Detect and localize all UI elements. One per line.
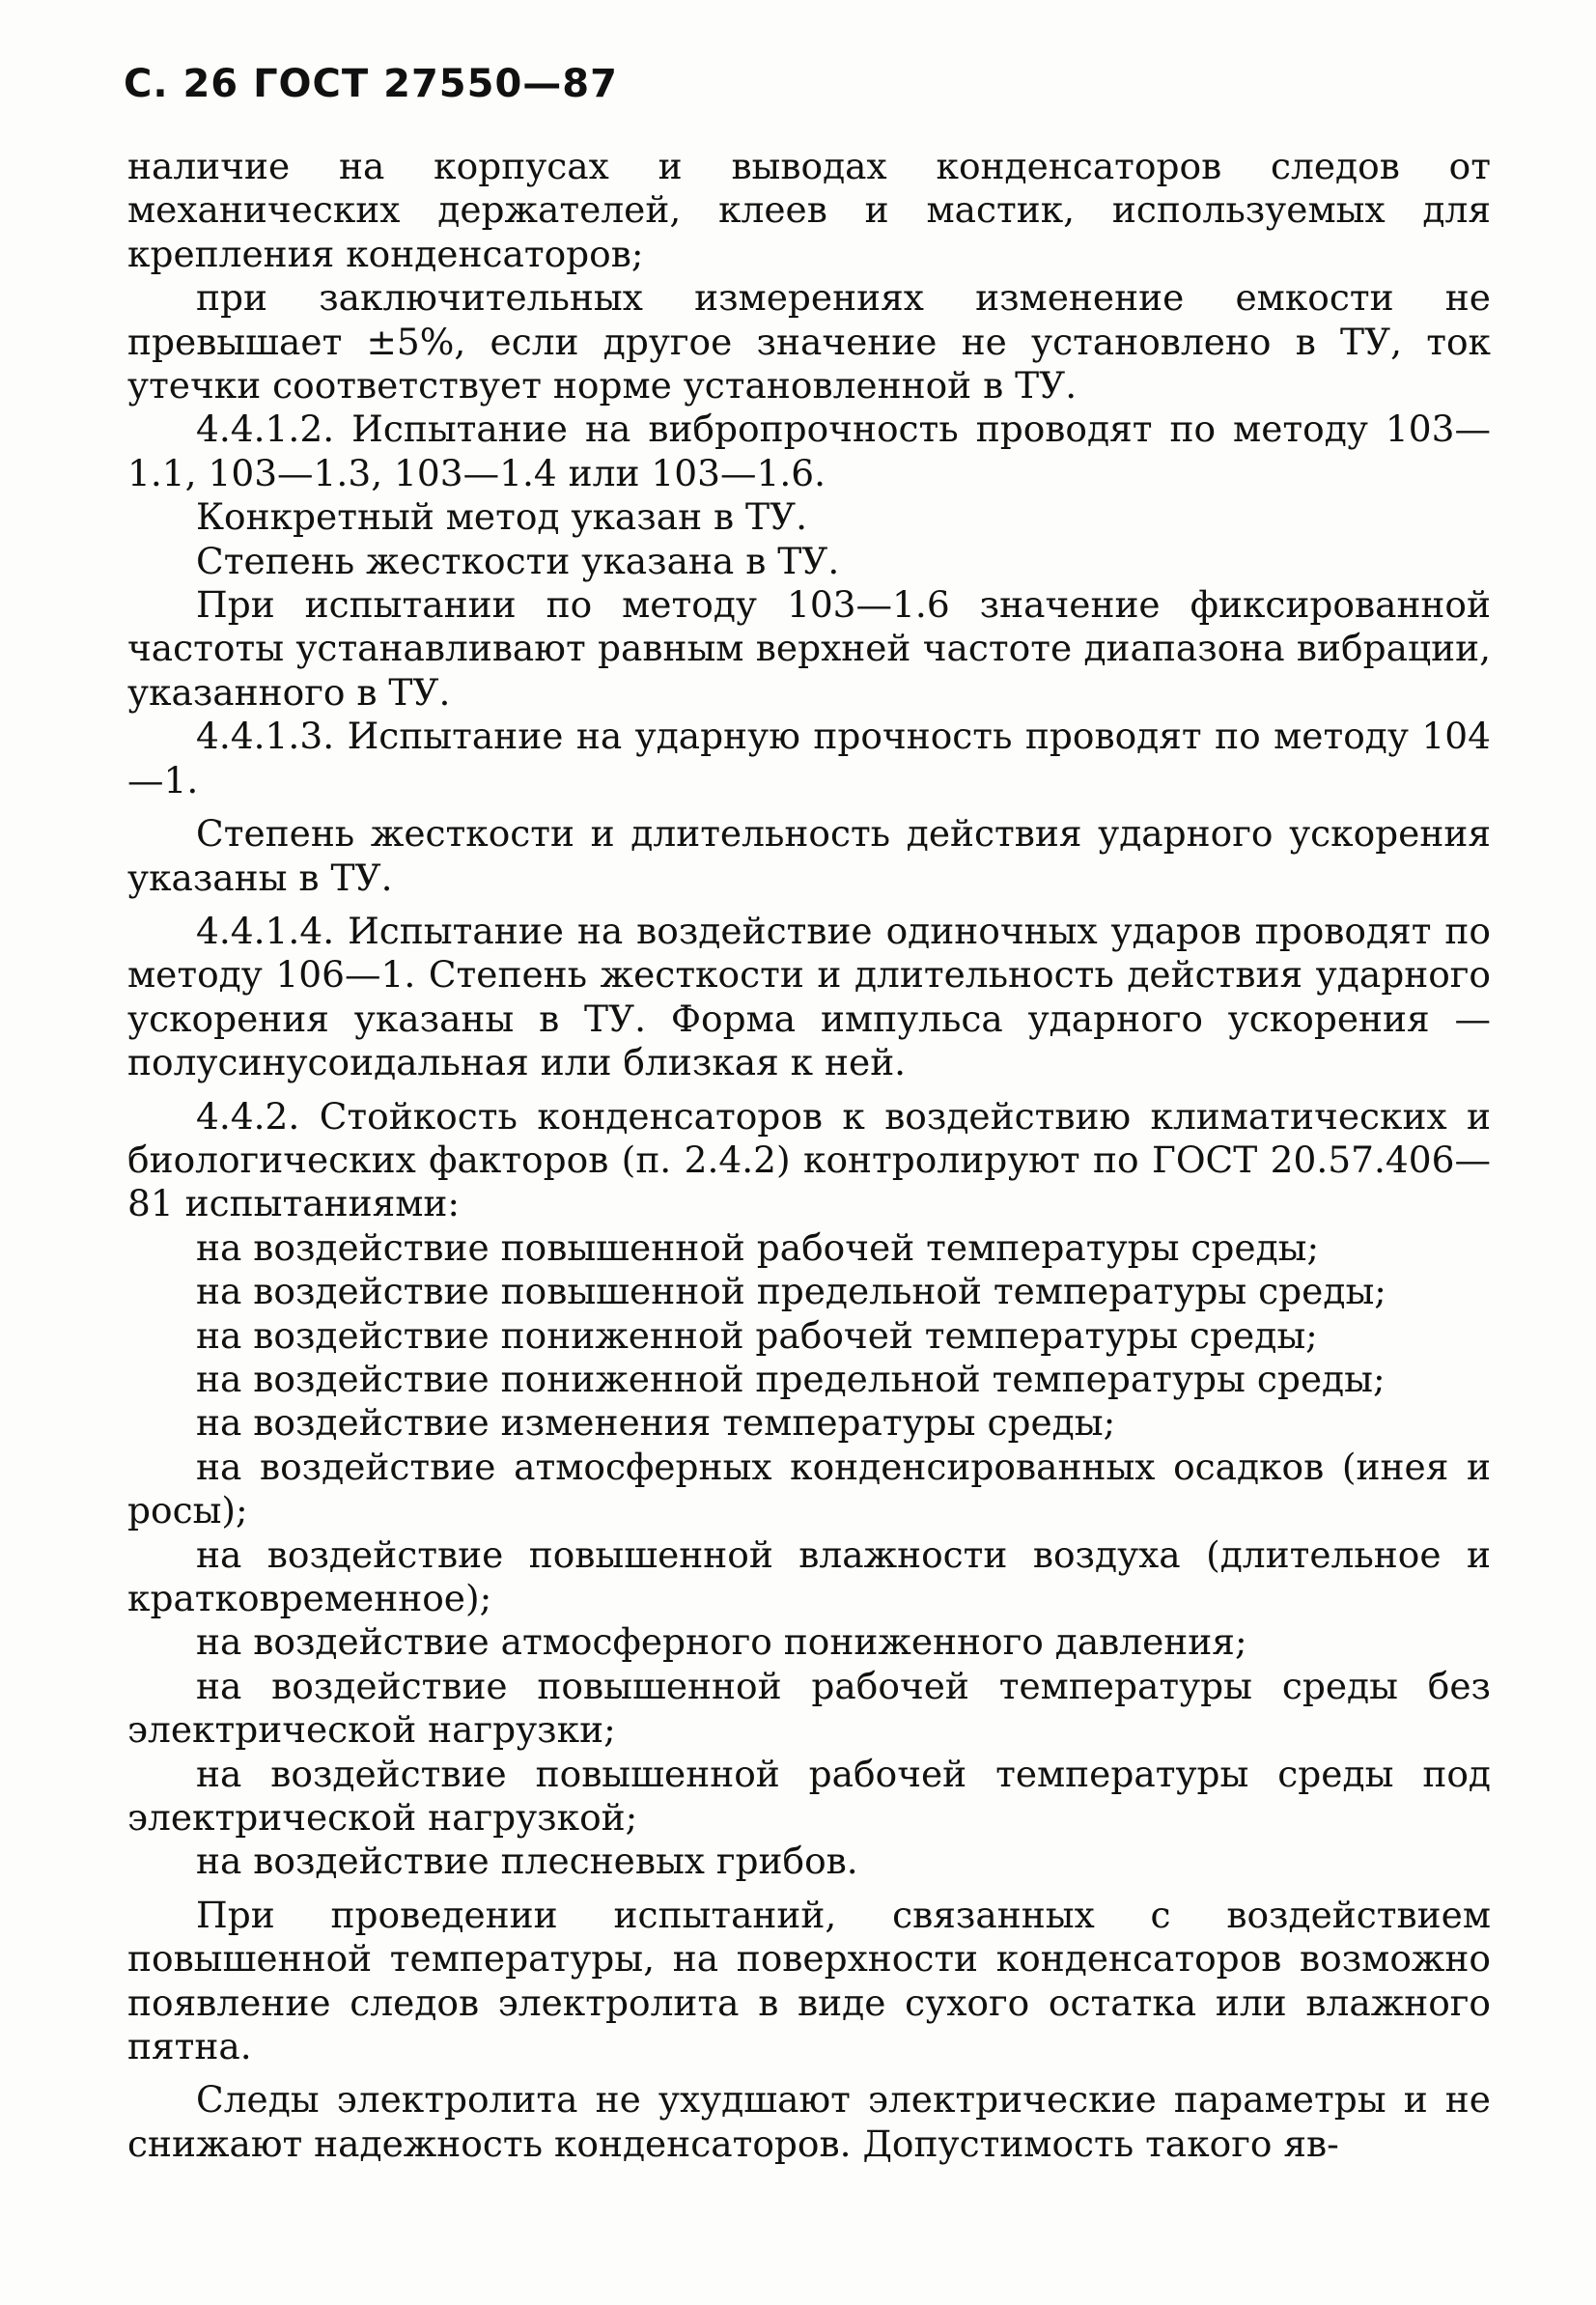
paragraph: Степень жесткости указана в ТУ.: [196, 539, 840, 582]
paragraph: Конкретный метод указан в ТУ.: [196, 495, 808, 539]
list-item: на воздействие атмосферного пониженного давления;: [196, 1620, 1247, 1664]
paragraph: 4.4.2. Стойкость конденсаторов к воздействию климатических и биологических факторов (п. 2.4.2) контролируют по ГОСТ 20.57.406—81 испытаниями:: [127, 1094, 1491, 1225]
paragraph: Степень жесткости и длительность действия ударного ускорения указаны в ТУ.: [127, 812, 1491, 899]
list-item: на воздействие повышенной рабочей температуры среды без электрической нагрузки;: [127, 1664, 1491, 1752]
list-item: на воздействие повышенной рабочей температуры среды под электрической нагрузкой;: [127, 1752, 1491, 1840]
paragraph: Следы электролита не ухудшают электрические параметры и не снижают надежность конденсаторов. Допустимость такого яв-: [127, 2078, 1491, 2165]
list-item: на воздействие повышенной предельной температуры среды;: [196, 1270, 1386, 1313]
list-item: на воздействие изменения температуры среды;: [196, 1401, 1116, 1445]
list-item: на воздействие повышенной рабочей температуры среды;: [196, 1225, 1320, 1269]
paragraph: При испытании по методу 103—1.6 значение фиксированной частоты устанавливают равным верхней частоте диапазона вибрации, указанного в ТУ.: [127, 583, 1491, 714]
page-header: С. 26 ГОСТ 27550—87: [124, 62, 618, 106]
paragraph: 4.4.1.3. Испытание на ударную прочность проводят по методу 104—1.: [127, 715, 1491, 801]
list-item: на воздействие пониженной предельной температуры среды;: [196, 1357, 1386, 1400]
document-body: [127, 145, 1491, 2166]
list-item: на воздействие атмосферных конденсированных осадков (инея и росы);: [127, 1445, 1491, 1532]
list-item: на воздействие плесневых грибов.: [196, 1840, 858, 1883]
paragraph: При проведении испытаний, связанных с воздействием повышенной температуры, на поверхности конденсаторов возможно появление следов электролита в виде сухого остатка или влажного пятна.: [127, 1893, 1491, 2068]
paragraph: 4.4.1.2. Испытание на вибропрочность проводят по методу 103—1.1, 103—1.3, 103—1.4 или 103—1.6.: [127, 408, 1491, 494]
list-item: на воздействие пониженной рабочей температуры среды;: [196, 1313, 1318, 1357]
list-item: на воздействие повышенной влажности воздуха (длительное и кратковременное);: [127, 1532, 1491, 1619]
paragraph: при заключительных измерениях изменение емкости не превышает ±5%, если другое значение не установлено в ТУ, ток утечки соответствует норме установленной в ТУ.: [127, 276, 1491, 408]
paragraph: наличие на корпусах и выводах конденсаторов следов от механических держателей, клеев и мастик, используемых для крепления конденсаторов;: [127, 145, 1491, 275]
paragraph: 4.4.1.4. Испытание на воздействие одиночных ударов проводят по методу 106—1. Степень жесткости и длительность действия ударного ускорения указаны в ТУ. Форма импульса ударного ускорения — полусинусоидальная или близкая к ней.: [127, 909, 1491, 1084]
